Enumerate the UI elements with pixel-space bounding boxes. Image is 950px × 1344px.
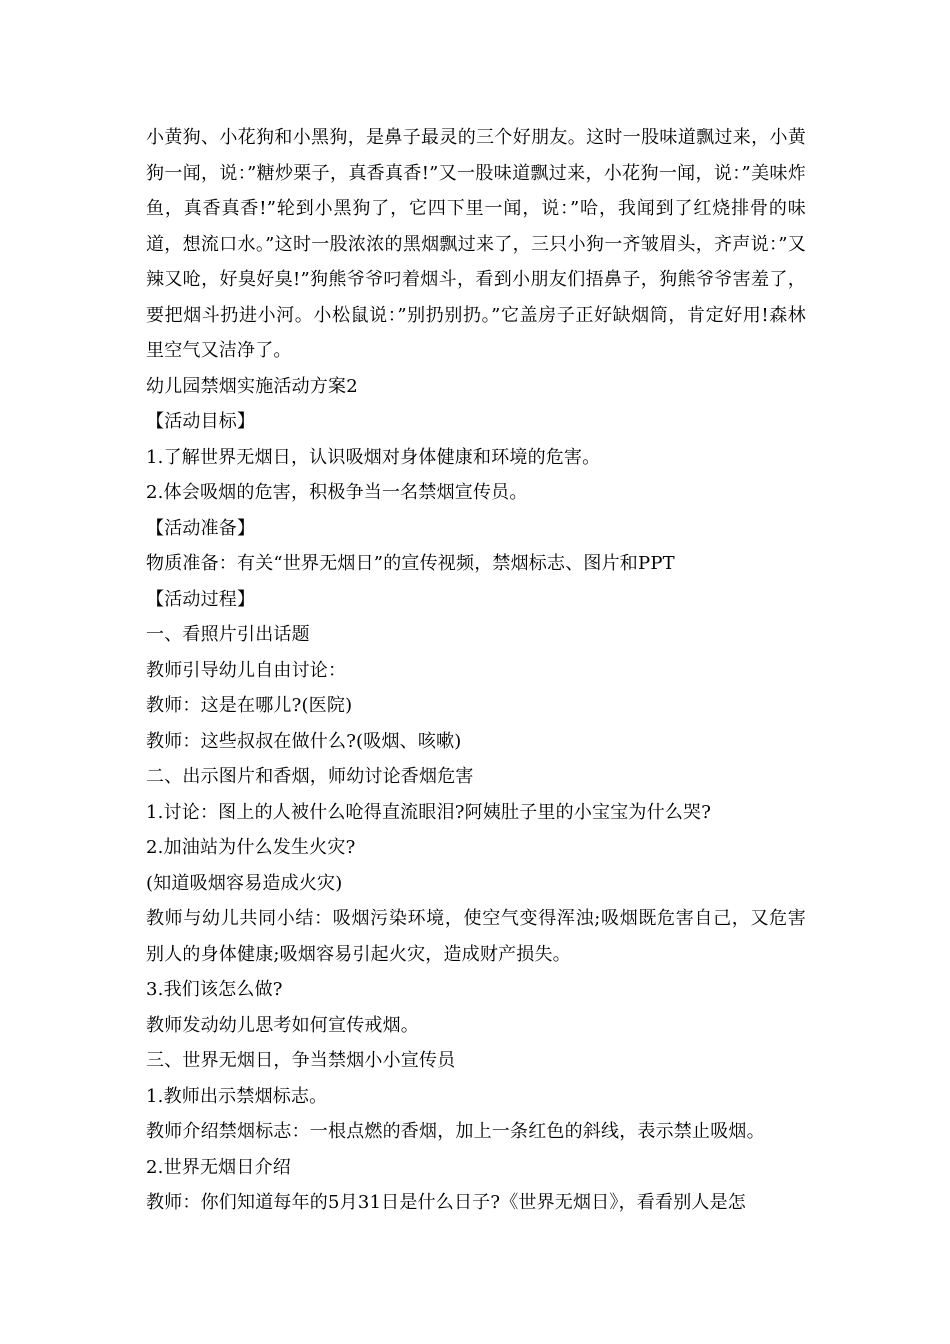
goal-item: 2.体会吸烟的危害，积极争当一名禁烟宣传员。 [146, 482, 528, 503]
document-title: 幼儿园禁烟实施活动方案2 [146, 375, 358, 397]
step2-line: 教师发动幼儿思考如何宣传戒烟。 [146, 1014, 419, 1036]
step2-line: (知道吸烟容易造成火灾) [146, 872, 343, 894]
step1-line: 教师：这是在哪儿?(医院) [146, 695, 353, 716]
step1-heading: 一、看照片引出话题 [146, 624, 310, 645]
goal-heading: 【活动目标】 [146, 411, 256, 432]
step2-line: 3.我们该怎么做? [146, 979, 283, 1000]
step1-line: 教师：这些叔叔在做什么?(吸烟、咳嗽) [146, 730, 462, 752]
document-page [146, 120, 806, 1221]
process-heading: 【活动过程】 [146, 588, 256, 610]
prep-text: 物质准备：有关“世界无烟日”的宣传视频，禁烟标志、图片和PPT [146, 553, 675, 574]
step2-line: 2.加油站为什么发生火灾? [146, 837, 356, 858]
goal-item: 1.了解世界无烟日，认识吸烟对身体健康和环境的危害。 [146, 446, 601, 468]
step3-line: 教师介绍禁烟标志：一根点燃的香烟，加上一条红色的斜线，表示禁止吸烟。 [146, 1121, 765, 1142]
prep-heading: 【活动准备】 [146, 517, 256, 539]
step2-line: 1.讨论：图上的人被什么呛得直流眼泪?阿姨肚子里的小宝宝为什么哭? [146, 801, 712, 823]
step2-heading: 二、出示图片和香烟，师幼讨论香烟危害 [146, 766, 474, 787]
step1-line: 教师引导幼儿自由讨论： [146, 659, 347, 681]
step3-line: 2.世界无烟日介绍 [146, 1156, 291, 1178]
story-paragraph: 小黄狗、小花狗和小黑狗，是鼻子最灵的三个好朋友。这时一股味道飘过来，小黄狗一闻，说：”糖炒栗子，真香真香!”又一股味道飘过来，小花狗一闻，说：”美味炸鱼，真香真香!”轮到小黑狗了，它四下里一闻，说：”哈，我闻到了红烧排骨的味道，想流口水。”这时一股浓浓的黑烟飘过来了，三只小狗一齐皱眉头，齐声说：”又辣又呛，好臭好臭!”狗熊爷爷叼着烟斗，看到小朋友们捂鼻子，狗熊爷爷害羞了，要把烟斗扔进小河。小松鼠说：”别扔别扔。”它盖房子正好缺烟筒，肯定好用!森林里空气又洁净了。 [146, 127, 806, 361]
step3-line: 1.教师出示禁烟标志。 [146, 1085, 328, 1107]
step2-summary: 教师与幼儿共同小结：吸烟污染环境，使空气变得浑浊;吸烟既危害自己，又危害别人的身体健康;吸烟容易引起火灾，造成财产损失。 [146, 908, 806, 965]
step3-line: 教师：你们知道每年的5月31日是什么日子?《世界无烟日》，看看别人是怎 [146, 1192, 747, 1213]
step3-heading: 三、世界无烟日，争当禁烟小小宣传员 [146, 1050, 456, 1071]
